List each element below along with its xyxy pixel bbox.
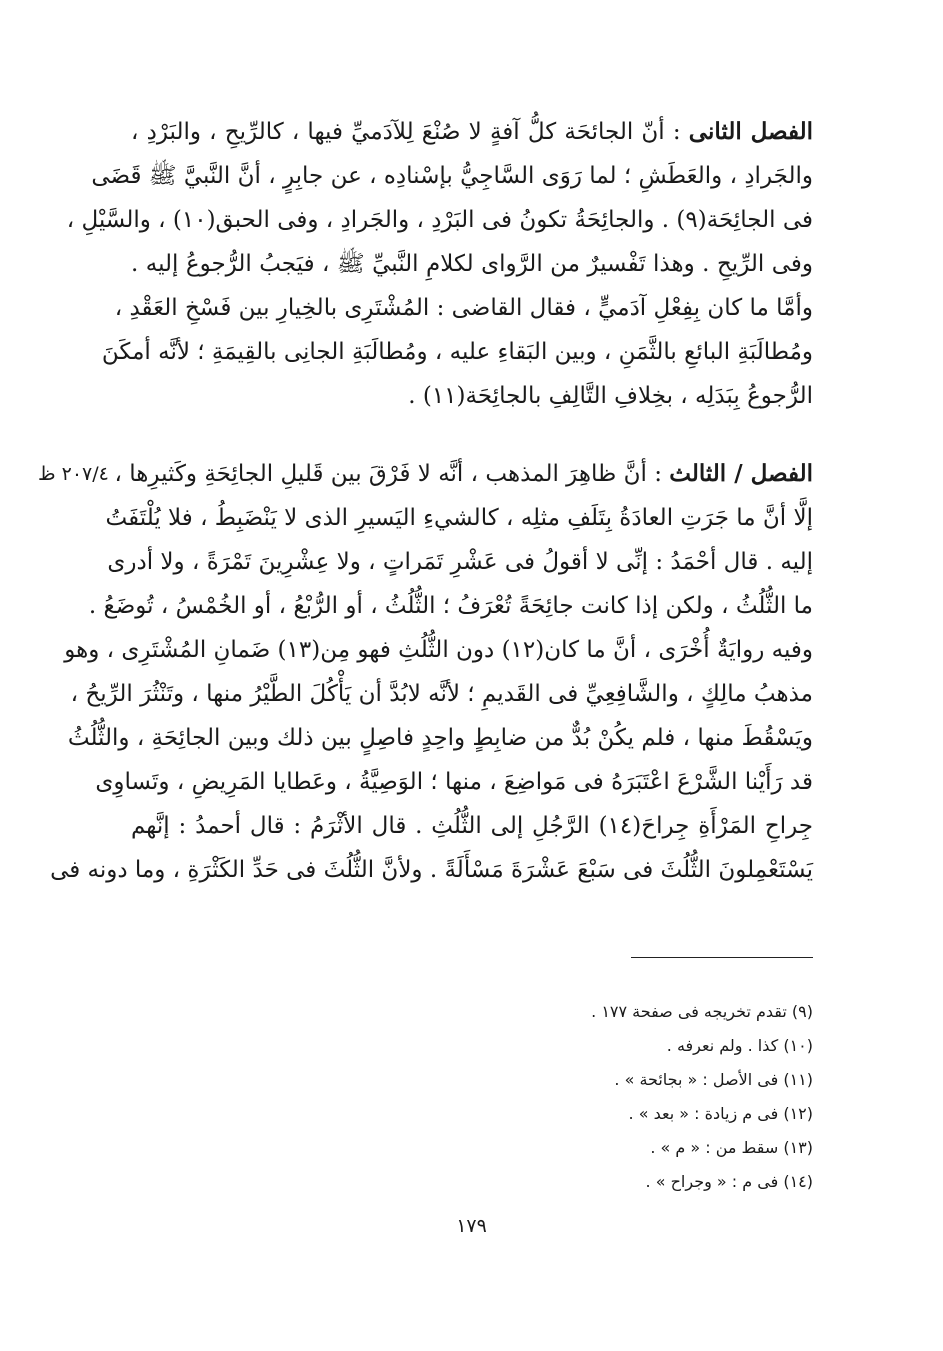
footnote: (١٤) فى م : « وجراح » . <box>645 1172 813 1191</box>
footnote: (١٠) كذا . ولم نعرفه . <box>666 1036 813 1055</box>
footnote: (٩) تقدم تخريجه فى صفحة ١٧٧ . <box>591 1002 813 1021</box>
text-line <box>131 110 813 154</box>
text-line: مذهبُ مالِكٍ ، والشَّافِعِيِّ فى القَديمِ ؛ لأنَّه لابُدَّ أن يَأْكُلَ الطَّيْرُ منها ، وتَنْثُرَ الرِّيحُ ، <box>70 681 813 707</box>
text-line: والجَرادِ ، والعَطَشِ ؛ لما رَوَى السَّاجِيُّ بإسْنادِه ، عن جابِرٍ ، أنَّ النَّبيَّ ﷺ قَضَى <box>91 163 813 189</box>
text-line: قد رَأَيْنا الشَّرْعَ اعْتَبَرَهُ فى مَواضِعَ ، منها ؛ الوَصِيَّةُ ، وعَطايا المَرِيضِ ، وتَساوِى <box>95 769 813 795</box>
section-heading: الفصل / الثالث <box>669 460 813 487</box>
text-line: ومُطالَبَةِ البائعِ بالثَّمَنِ ، وبين البَقاءِ عليه ، ومُطالَبَةِ الجانِى بالقِيمَةِ ؛ لأنَّه أمكَنَ <box>101 339 813 365</box>
footnotes <box>131 995 813 1199</box>
text-line: وفيه روايَةٌ أُخْرَى ، أنَّ ما كان(١٢) دون الثُّلُثِ فهو مِن(١٣) ضَمانِ المُشْتَرِى ، وهو <box>64 637 813 663</box>
text-line: ويَسْقُطَ منها ، فلم يكُنْ بُدٌّ من ضابِطٍ واحِدٍ فاصِلٍ بين ذلك وبين الجائِحَةِ ، والثُّلُثُ <box>67 725 813 751</box>
text-line: فى الجائِحَة(٩) . والجائِحَةُ تكونُ فى البَرْدِ ، والجَرادِ ، وفى الحبق(١٠) ، والسَّيْلِ ، <box>66 207 813 233</box>
text-line-content: : أنّ الجائحَة كلُّ آفةٍ لا صُنْعَ لِلآدَميِّ فيها ، كالرِّيحِ ، والبَرْدِ ، <box>131 119 689 145</box>
section-heading: الفصل الثانى <box>688 118 813 145</box>
text-line: يَسْتَعْمِلونَ الثُّلُثَ فى سَبْعَ عَشْرَةَ مَسْأَلَةً . ولأنَّ الثُّلُثَ فى حَدِّ الكَثْرَةِ ، وما دونه فى <box>50 857 813 883</box>
margin-reference: ٢٠٧/٤ ظ <box>38 463 109 485</box>
text-line: وفى الرِّيحِ . وهذا تَفْسيرٌ من الرَّواى لكلامِ النَّبيِّ ﷺ ، فيَجبُ الرُّجوعُ إليه . <box>131 251 813 277</box>
section-al-fasl-al-thani <box>66 110 813 418</box>
text-line-content: : أنَّ ظاهِرَ المذهب ، أنَّه لا فَرْقَ بين قَليلِ الجائِحَةِ وكَثيرِها ، <box>114 461 670 487</box>
text-line: ما الثُّلُثُ ، ولكن إذا كانت جائِحَةً تُعْرَفُ ؛ الثُّلُثُ ، أو الرُّبْعُ ، أو الخُمْسُ ، تُوضَعُ . <box>88 593 813 619</box>
text-line: إليه . قال أحْمَدُ : إنِّى لا أقولُ فى عَشْرِ تَمَراتٍ ، ولا عِشْرِينَ تَمْرَةً ، ولا أدرى <box>107 549 813 575</box>
footnote: (١٢) فى م زيادة : « بعد » . <box>628 1104 813 1123</box>
footnote: (١١) فى الأصل : « بجائحة » . <box>614 1070 813 1089</box>
page-number: ١٧٩ <box>456 1215 487 1237</box>
text-line: الرُّجوعُ بِبَدَلِه ، بخِلافِ التَّالِفِ بالجائِحَة(١١) . <box>408 383 813 409</box>
text-line <box>114 452 813 496</box>
footnote-separator <box>631 957 813 958</box>
text-line: جِراحِ المَرْأَةِ جِراحَ(١٤) الرَّجُلِ إلى الثُّلُثِ . قال الأثْرَمُ : قال أحمدُ : إنَّهم <box>131 813 813 839</box>
text-line: إلَّا أنَّ ما جَرَتِ العادَةُ بِتَلَفِ مثلِه ، كالشيءِ اليَسيرِ الذى لا يَنْضَبِطُ ، فلا يُلْتَفَتُ <box>105 505 813 531</box>
text-line: وأمَّا ما كان بِفِعْلِ آدَميٍّ ، فقال القاضى : المُشْتَرِى بالخِيارِ بين فَسْخِ العَقْدِ ، <box>114 295 813 321</box>
footnote: (١٣) سقط من : « م » . <box>650 1138 813 1157</box>
